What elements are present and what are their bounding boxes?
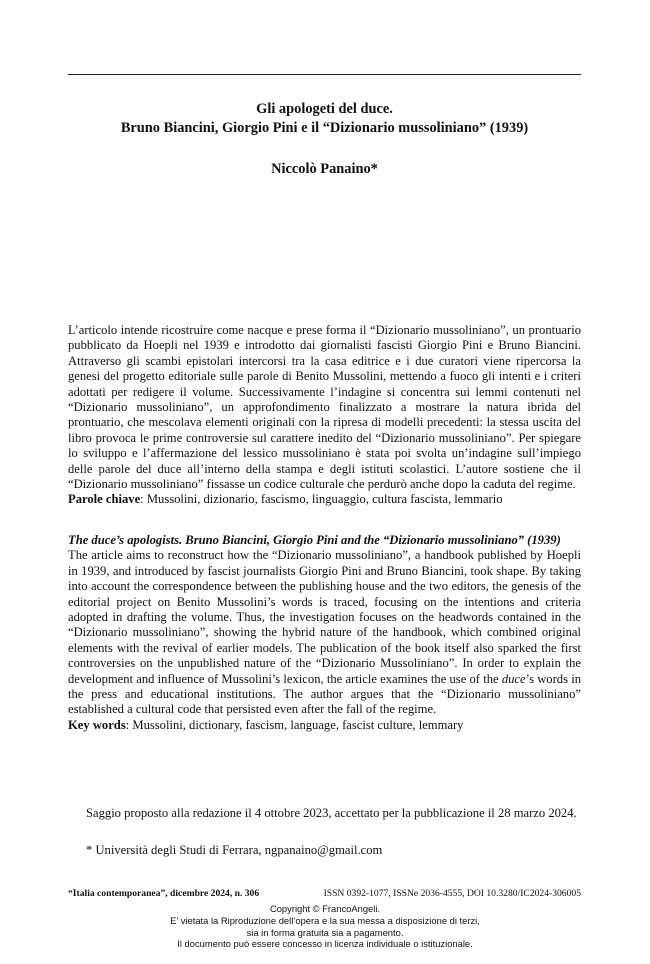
header-rule [68, 74, 581, 75]
article-author: Niccolò Panaino* [271, 161, 378, 177]
copyright-line1: Copyright © FrancoAngeli. [269, 903, 381, 914]
author-affiliation-note: * Università degli Studi di Ferrara, ngpanaino@gmail.com [86, 843, 383, 857]
abstract-italian [68, 323, 581, 508]
keywords-italian-label: Parole chiave [68, 492, 141, 507]
copyright-line4: Il documento può essere concesso in licenza individuale o istituzionale. [177, 938, 473, 950]
abstract-english-text-italic: duce [501, 671, 526, 686]
journal-info [68, 888, 581, 900]
copyright-line2: E’ vietata la Riproduzione dell’opera e la sua messa a disposizione di terzi, [170, 914, 480, 926]
abstract-english-title: The duce’s apologists. Bruno Biancini, Giorgio Pini and the “Dizionario mussoliniano” (1939) [68, 533, 561, 547]
copyright-line3: sia in forma gratuita sia a pagamento. [246, 926, 404, 938]
submission-note: Saggio proposto alla redazione il 4 ottobre 2023, accettato per la pubblicazione il 28 marzo 2024. [86, 806, 577, 820]
keywords-english: Key words: Mussolini, dictionary, fascism, language, fascist culture, lemmary [68, 717, 464, 732]
abstract-italian-text: L’articolo intende ricostruire come nacque e prese forma il “Dizionario mussoliniano”, un prontuario pubblicato da Hoepli nel 1939 e introdotto dai giornalisti fascisti Giorgio Pini e Bruno Biancini. Attraverso gli scambi epistolari intercorsi tra la casa editrice e i due curatori viene ripercorsa la genesi del progetto editoriale sulle parole di Benito Mussolini, mettendo a fuoco gli intenti e i criteri adottati per redigere il volume. Successivamente l’indagine si concentra sui lemmi contenuti nel “Dizionario mussoliniano”, un approfondimento finalizzato a mostrare la natura ibrida del prontuario, che mescolava elementi originali con la ripresa di modelli precedenti: la stessa uscita del libro provoca le prime controversie sul carattere inedito del “Dizionario mussoliniano”. Per spiegare lo sviluppo e l’affermazione del lessico mussoliniano è stata poi svolta un’indagine sull’impiego delle parole del duce all’interno della stampa e degli istituti scolastici. L’autore sostiene che il “Dizionario mussoliniano” fissasse un codice culturale che perdurò anche dopo la caduta del regime. [68, 323, 581, 492]
keywords-english-label: Key words [68, 717, 126, 732]
abstract-english-text-part1: The article aims to reconstruct how the “Dizionario mussoliniano”, a handbook published by Hoepli in 1939, and introduced by fascist journalists Giorgio Pini and Bruno Biancini, took shape. By taking into account the correspondence between the publishing house and the two editors, the genesis of the editorial project on Benito Mussolini’s words is traced, focusing on the intentions and criteria adopted in drafting the volume. Thus, the investigation focuses on the headwords contained in the “Dizionario mussoliniano”, showing the hybrid nature of the handbook, which combined original elements with the revival of earlier models. The publication of the book itself also sparked the first controversies on the unpublished nature of the “Dizionario Mussoliniano”. In order to explain the development and influence of Mussolini’s lexicon, the article examines the use of the [68, 548, 581, 686]
keywords-italian-values: Mussolini, dizionario, fascismo, linguaggio, cultura fascista, lemmario [146, 492, 503, 507]
abstract-english-text [68, 548, 581, 717]
keywords-english-values: Mussolini, dictionary, fascism, language, fascist culture, lemmary [132, 717, 464, 732]
article-title-line1: Gli apologeti del duce. [256, 101, 393, 117]
article-title-line2: Bruno Biancini, Giorgio Pini e il “Dizionario mussoliniano” (1939) [120, 120, 529, 136]
journal-citation: “Italia contemporanea”, dicembre 2024, n. 306 [68, 888, 260, 899]
keywords-italian: Parole chiave: Mussolini, dizionario, fascismo, linguaggio, cultura fascista, lemmario [68, 492, 503, 507]
copyright-notice [0, 903, 650, 950]
abstract-english-text-part2: ’s words in the press and educational institutions. The author argues that the “Dizionario mussoliniano” established a cultural code that persisted even after the fall of the regime. [68, 671, 581, 717]
abstract-english [68, 533, 581, 733]
journal-identifiers: ISSN 0392-1077, ISSNe 2036-4555, DOI 10.3280/IC2024-306005 [323, 888, 581, 899]
